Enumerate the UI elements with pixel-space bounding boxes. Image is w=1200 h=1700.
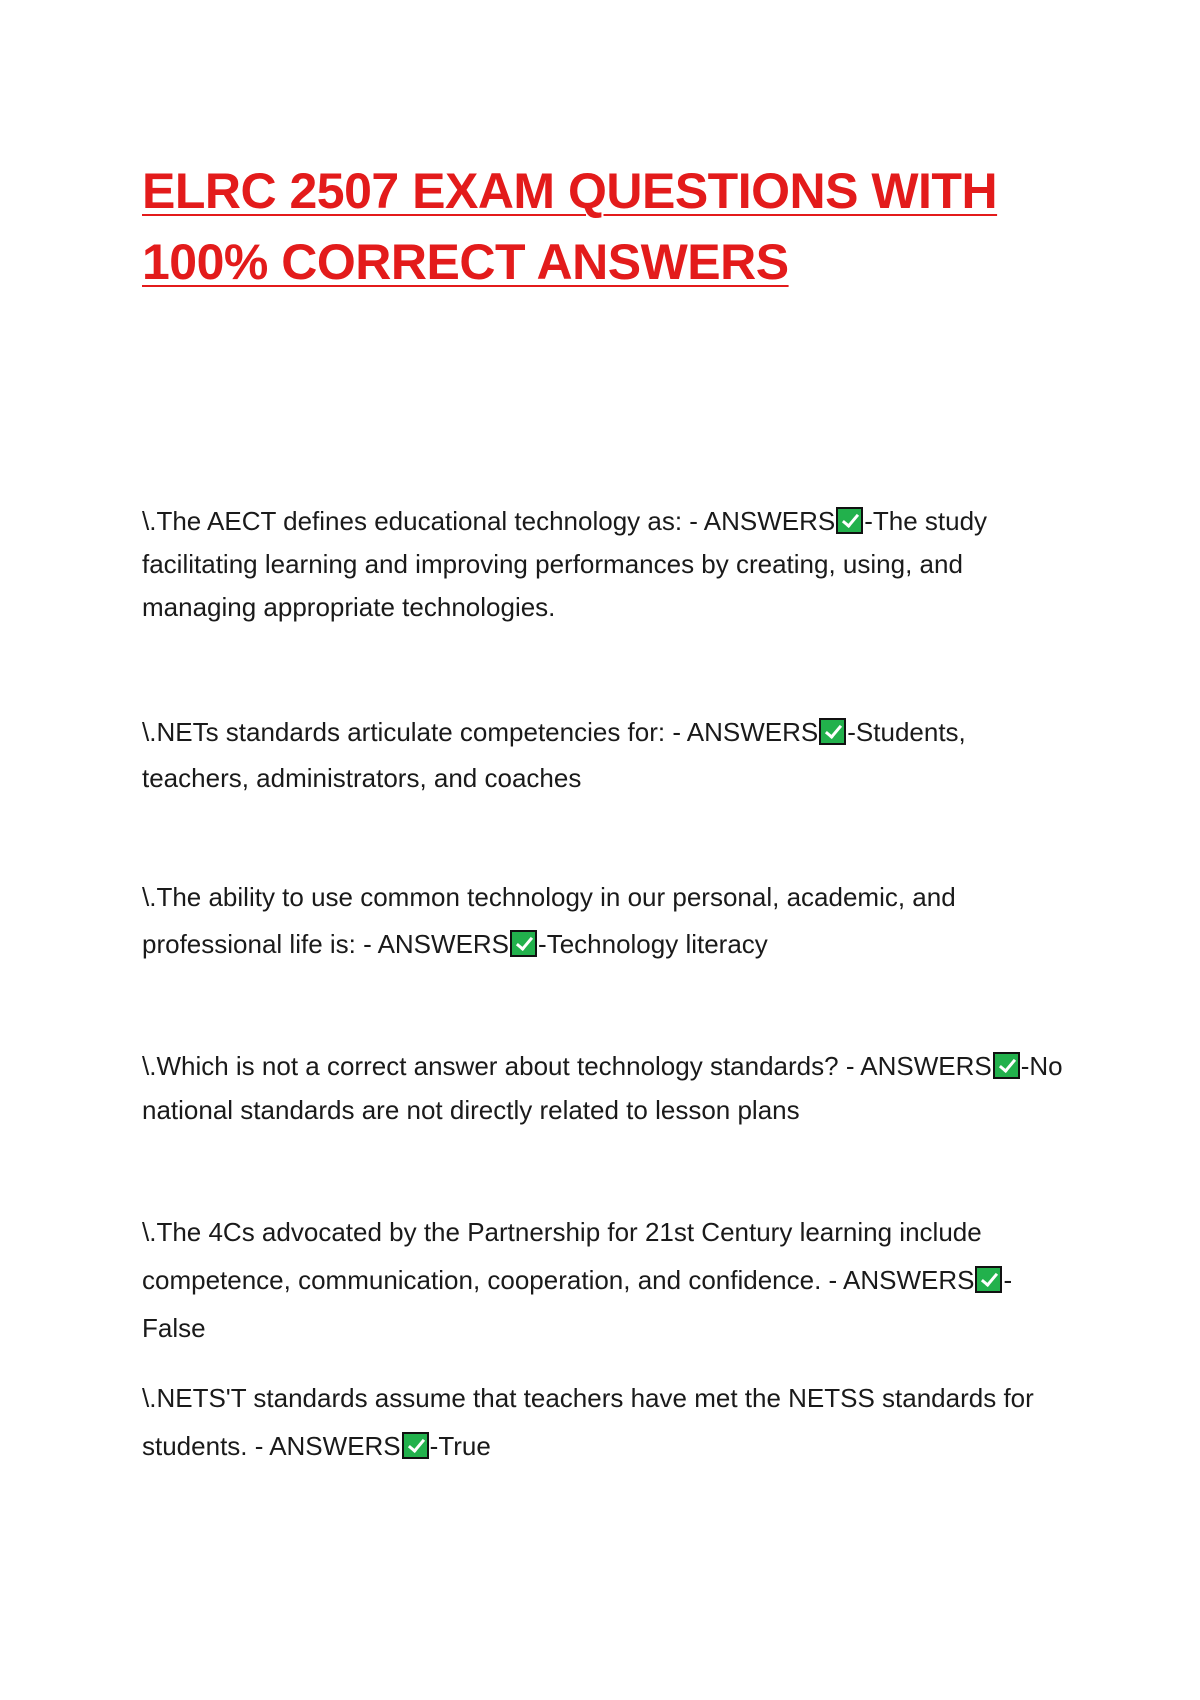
question-text: \.NETs standards articulate competencies for: - bbox=[142, 717, 687, 747]
check-mark-icon bbox=[402, 1432, 429, 1459]
answer-text: -Students, teachers, administrators, and coaches bbox=[142, 717, 966, 793]
answer-label: ANSWERS bbox=[842, 1265, 975, 1295]
check-mark-icon bbox=[975, 1266, 1002, 1293]
question-text: \.The 4Cs advocated by the Partnership for 21st Century learning include competence, communication, cooperation, and confidence. - bbox=[142, 1217, 982, 1295]
document-title bbox=[142, 156, 1042, 298]
title-line-2: 100% CORRECT ANSWERS bbox=[142, 234, 789, 290]
qa-item bbox=[142, 709, 1072, 801]
answer-label: ANSWERS bbox=[860, 1051, 992, 1081]
answer-label: ANSWERS bbox=[686, 717, 819, 747]
answer-label: ANSWERS bbox=[703, 506, 836, 536]
qa-item bbox=[142, 1374, 1072, 1470]
question-text: \.The ability to use common technology in our personal, academic, and professional life is: - bbox=[142, 882, 956, 959]
qa-item bbox=[142, 874, 1072, 968]
answer-text: -False bbox=[142, 1265, 1013, 1343]
check-mark-icon bbox=[819, 718, 846, 745]
check-mark-icon bbox=[993, 1052, 1020, 1079]
title-line-1: ELRC 2507 EXAM QUESTIONS WITH bbox=[142, 163, 998, 219]
question-text: \.NETS'T standards assume that teachers have met the NETSS standards for students. - bbox=[142, 1383, 1034, 1461]
answer-text: -Technology literacy bbox=[538, 929, 768, 959]
qa-item bbox=[142, 1208, 1072, 1352]
question-text: \.Which is not a correct answer about technology standards? - bbox=[142, 1051, 861, 1081]
answer-label: ANSWERS bbox=[377, 929, 510, 959]
check-mark-icon bbox=[510, 930, 537, 957]
qa-item bbox=[142, 500, 1072, 629]
answer-text: -No national standards are not directly related to lesson plans bbox=[142, 1051, 1063, 1125]
question-text: \.The AECT defines educational technology as: - bbox=[142, 506, 704, 536]
answer-text: -True bbox=[429, 1431, 491, 1461]
qa-item bbox=[142, 1044, 1072, 1132]
answer-label: ANSWERS bbox=[269, 1431, 401, 1461]
answer-text: -The study facilitating learning and improving performances by creating, using, and managing appropriate technologies. bbox=[142, 506, 988, 622]
check-mark-icon bbox=[836, 507, 863, 534]
